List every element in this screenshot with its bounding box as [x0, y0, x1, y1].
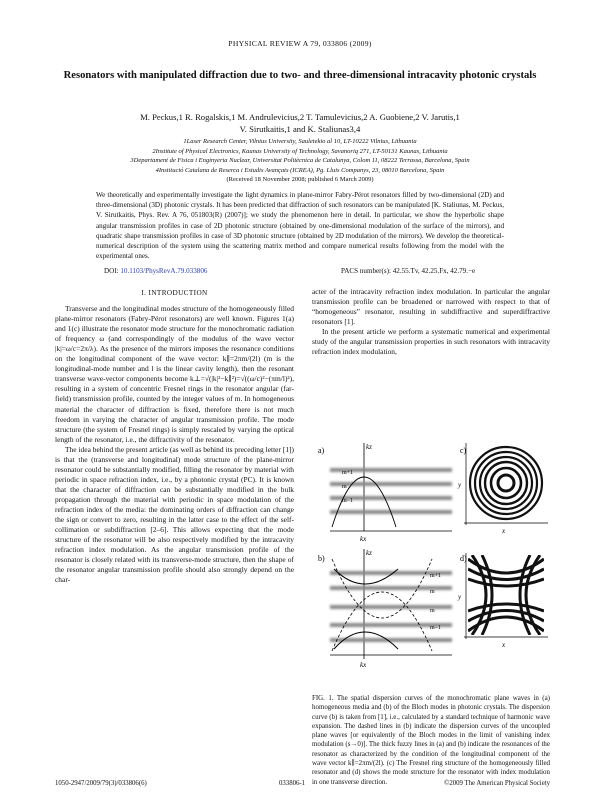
paper-title: Resonators with manipulated diffraction due to two- and three-dimensional intracavity photonic crystals — [63, 70, 537, 81]
axis-kx-a: kx — [360, 535, 367, 543]
axis-x-d: x — [502, 641, 506, 649]
mode-b-1: m+1 — [430, 573, 442, 579]
figure-1-graphic — [312, 437, 550, 687]
affiliation-1: 1Laser Research Center, Vilnius University, Sauletekio al 10, LT-10222 Vilnius, Lithuania — [183, 138, 417, 145]
axis-y-d: y — [458, 593, 462, 601]
mode-a-3: m−1 — [342, 498, 354, 504]
mode-b-2: m — [430, 589, 435, 595]
pacs-numbers: PACS number(s): 42.55.Tv, 42.25.Fx, 42.79.−e — [341, 267, 476, 275]
panel-d-hyperbolic-pattern — [457, 553, 548, 649]
axis-y-c: y — [458, 481, 462, 489]
axis-x-c: x — [502, 527, 506, 535]
received-dates: (Received 18 November 2008; published 6 March 2009) — [226, 176, 374, 184]
affiliation-4: 4Institució Catalana de Reserca i Estudis Avançats (ICREA), Pg. Lluis Companys, 23, 08010 Barcelona, Spain — [155, 166, 445, 174]
authors-line-2: V. Sirutkaitis,1 and K. Staliunas3,4 — [239, 124, 361, 134]
panel-d-label: d) — [460, 554, 467, 563]
page-number: 033806-1 — [279, 780, 306, 787]
abstract: We theoretically and experimentally investigate the light dynamics in plane-mirror Fabry-Pérot resonators filled by two-dimensional (2D) and three-dimensional (3D) photonic crystals. It has been predicted that diffraction of such resonators can be manipulated [K. Staliunas, M. Peckus, V. Sirutkaitis, Phys. Rev. A 76, 051803(R) (2007)]; we study the phenomenon here in detail. In particular, we show the hyperbolic shape angular transmission profiles in case of 2D photonic structure (obtained by one-dimensional modulation of the surface of the mirrors), and quadratic shape transmission profiles in case of 3D photonic structure (obtained by 2D modulation of the mirrors). We develop the theoretical-numerical description of the system using the scattering matrix method and compare numerical results following from the model with the experimental ones. — [96, 191, 504, 261]
mode-a-1: m+1 — [342, 470, 354, 476]
affiliations — [30, 137, 570, 185]
left-column — [55, 288, 294, 585]
doi — [104, 267, 207, 275]
affiliation-3: 3Departament de Fisica i Enginyeria Nuclear, Universitat Politècnica de Catalunya, Colom 11, 08222 Terrassa, Barcelona, Spain — [130, 157, 470, 165]
axis-kz-a: kz — [366, 443, 372, 451]
figure-1 — [312, 437, 550, 687]
axis-kx-b: kx — [360, 661, 367, 669]
paragraph-2: The idea behind the present article (as well as behind its preceding letter [1]) is that the (transverse and longitudinal) mode structure of the plane-mirror resonator could be substantially modified, filling the resonator by material with periodic in space refraction index, i.e., by a photonic crystal (PC). It is known that the character of diffraction can be substantially modified in the bulk propagation through the material with periodic in space modulation of the refraction index of the media: the dominating orders of diffraction can change the sign or convert to zero, resulting in the latter case to the effect of the self-collimation or subdiffraction [2–6]. This allows expecting that the mode structure of the resonator will be also respectively modified by the intracavity refraction index modulation. As the angular transmission profile of the resonator is closely related with its transverse-mode structure, then the shape of the resonator angular transmission profile should also strongly depend on the char- — [55, 444, 294, 585]
panel-b-label: b) — [318, 554, 325, 563]
paragraph-4: In the present article we perform a systematic numerical and experimental study of the angular transmission properties in such resonators with intracavity refraction index modulation, — [312, 327, 550, 357]
affiliation-2: 2Institute of Physical Electronics, Kaunas University of Technology, Savanoriq 271, LT-50131 Kaunas, Lithuania — [152, 147, 448, 155]
mode-a-2: m — [342, 484, 347, 490]
panel-b-dispersion — [318, 549, 452, 669]
journal-header: PHYSICAL REVIEW A 79, 033806 (2009) — [228, 39, 372, 48]
section-heading: I. INTRODUCTION — [141, 289, 208, 297]
authors-line-1: M. Peckus,1 R. Rogalskis,1 M. Andrulevicius,2 T. Tamulevicius,2 A. Guobiene,2 V. Jarutis,1 — [140, 112, 460, 122]
paragraph-1: Transverse and the longitudinal modes structure of the homogeneously filled plane-mirror resonators (Fabry-Pérot resonators) are well known. Figures 1(a) and 1(c) illustrate the resonator mode structure for the monochromatic radiation of frequency ω (and correspondingly of the modulus of the wave vector |k|=ω/c=2π/λ). As the presence of the mirrors imposes the resonance conditions on the longitudinal component of the wave vector: k∥=2πm/(2l) (m is the longitudinal-mode number and l is the linear cavity length), then the resonant transverse wave-vector components become k⊥=√(|k|²−k∥²)=√((ω/c)²−(πm/l)²), resulting in a system of concentric Fresnel rings in the resonator angular (far-field) transmission profile, counted by the integer values of m. In homogeneous material the character of diffraction is fixed, therefore there is not much freedom in varying the character of angular transmission profile. The mode structure (the system of Fresnel rings) is simply rescaled by varying the optical length of the resonator, i.e., the diffractivity of the resonator. — [55, 304, 294, 444]
copyright: ©2009 The American Physical Society — [444, 780, 550, 787]
mode-b-4: m — [430, 608, 435, 614]
panel-c-label: c) — [460, 446, 467, 455]
footer-code: 1050-2947/2009/79(3)/033806(6) — [55, 780, 147, 787]
doi-link[interactable]: 10.1103/PhysRevA.79.033806 — [120, 267, 208, 275]
doi-label: DOI: — [104, 267, 119, 275]
panel-a-label: a) — [318, 446, 325, 455]
paragraph-3: acter of the intracavity refraction index modulation. In particular the angular transmission profile can be broadened or narrowed with respect to that of “homogeneous” resonator, resulting in subdiffractive and superdiffractive resonators [1]. — [312, 287, 550, 327]
right-column — [312, 287, 550, 357]
figure-1-caption: FIG. 1. The spatial dispersion curves of the monochromatic plane waves in (a) homogeneous media and (b) of the Bloch modes in photonic crystals. The dispersion curve (b) is taken from [1], i.e., calculated by a standard technique of harmonic wave expansion. The dashed lines in (b) indicate the dispersion curves of the uncoupled plane waves [or equivalently of the Bloch modes in the limit of vanishing index modulation (s→0)]. The thick fuzzy lines in (a) and (b) indicate the resonances of the resonator as characterized by the condition of the longitudinal component of the wave vector k∥=2πm/(2l). (c) The Fresnel ring structure of the homogeneously filled resonator and (d) shows the mode structure for the resonator with index modulation in one transverse direction. — [312, 694, 550, 786]
author-list — [50, 111, 550, 135]
axis-kz-b: kz — [366, 549, 372, 557]
panel-c-fresnel-rings — [457, 443, 548, 535]
mode-b-3: m−1 — [430, 625, 442, 631]
panel-a-dispersion — [318, 443, 452, 543]
